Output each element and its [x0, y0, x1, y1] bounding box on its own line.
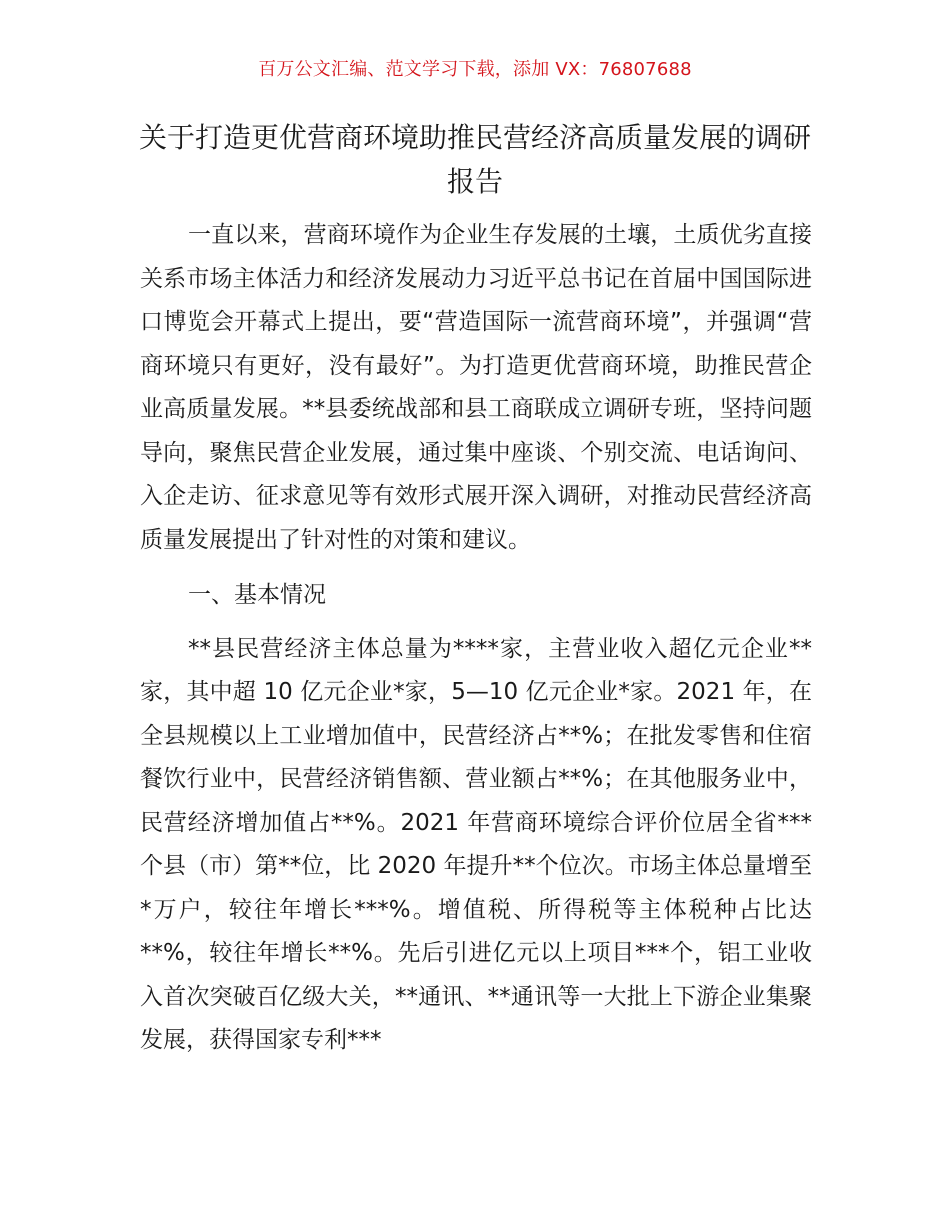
section-paragraph: **县民营经济主体总量为****家，主营业收入超亿元企业**家，其中超 10 亿元企业*家，5—10 亿元企业*家。2021 年，在全县规模以上工业增加值中，民营经济占**%；在批发零售和住宿餐饮行业中，民营经济销售额、营业额占**%；在其他服务业中，民营经济增加值占**%。2021 年营商环境综合评价位居全省***个县（市）第**位，比 2020 年提升**个位次。市场主体总量增至*万户，较往年增长***%。增值税、所得税等主体税种占比达**%，较往年增长**%。先后引进亿元以上项目***个，铝工业收入首次突破百亿级大关，**通讯、**通讯等一大批上下游企业集聚发展，获得国家专利*** — [140, 635, 812, 1053]
watermark-header: 百万公文汇编、范文学习下载，添加 VX：76807688 — [258, 59, 692, 80]
section-heading: 一、基本情况 — [188, 582, 326, 608]
intro-paragraph: 一直以来，营商环境作为企业生存发展的土壤，土质优劣直接关系市场主体活力和经济发展动力习近平总书记在首届中国国际进口博览会开幕式上提出，要“营造国际一流营商环境”，并强调“营商环境只有更好，没有最好”。为打造更优营商环境，助推民营企业高质量发展。**县委统战部和县工商联成立调研专班，坚持问题导向，聚焦民营企业发展，通过集中座谈、个别交流、电话询问、入企走访、征求意见等有效形式展开深入调研，对推动民营经济高质量发展提出了针对性的对策和建议。 — [140, 222, 812, 553]
document-body — [140, 214, 812, 1063]
document-title: 关于打造更优营商环境助推民营经济高质量发展的调研报告 — [138, 121, 811, 198]
